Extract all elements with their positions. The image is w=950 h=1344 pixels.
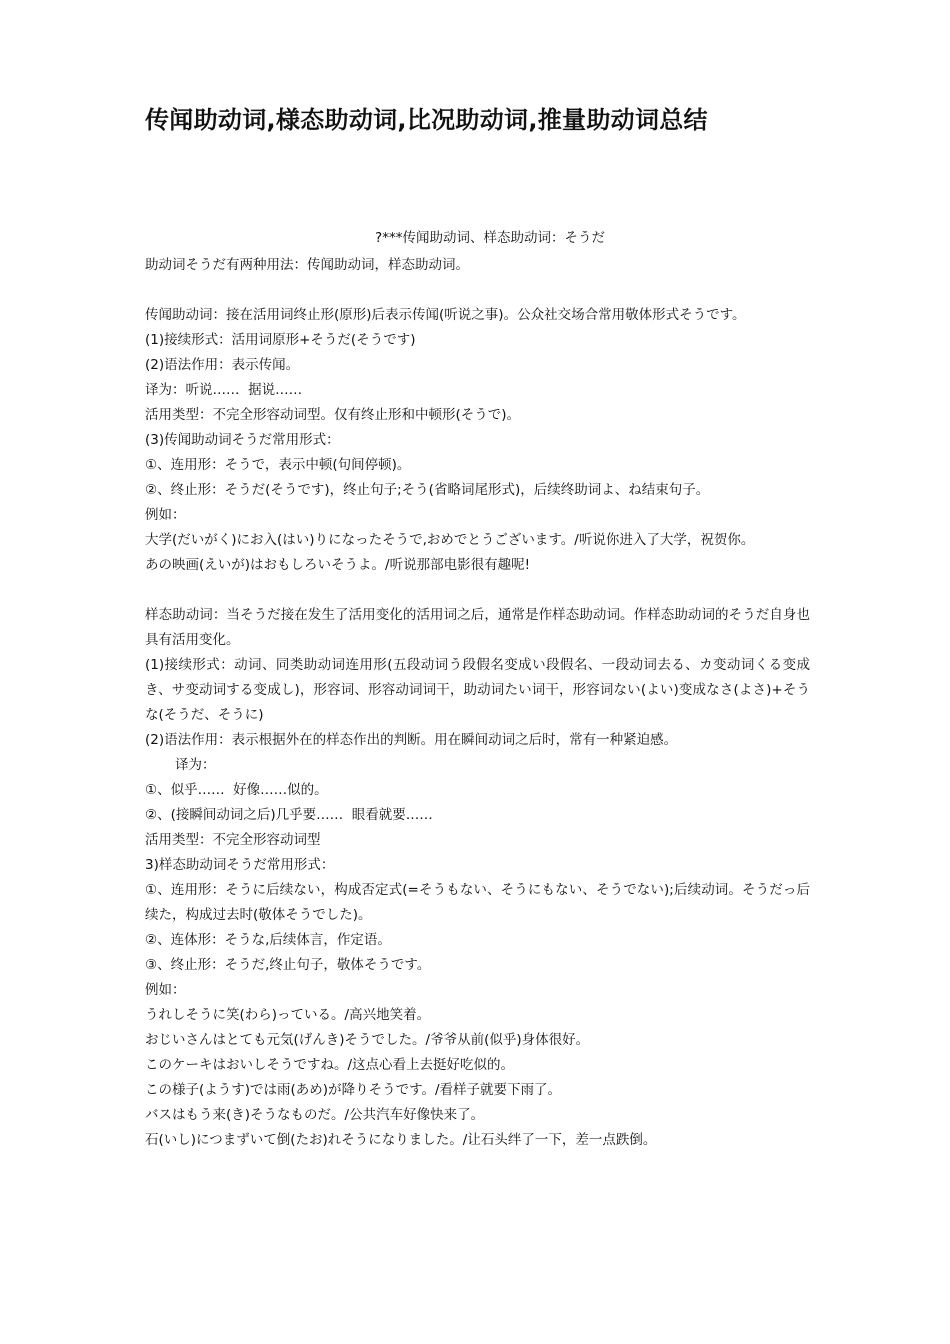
paragraph-line: 样态助动词：当そうだ接在发生了活用变化的活用词之后，通常是作样态助动词。作样态助动词的そうだ自身也具有活用变化。: [145, 607, 810, 648]
paragraph-line: 传闻助动词：接在活用词终止形(原形)后表示传闻(听说之事)。公众社交场合常用敬体形式そうです。: [145, 307, 746, 323]
paragraph-line: (1)接续形式：动词、同类助动词连用形(五段动词う段假名变成い段假名、一段动词去る、カ变动词くる变成き、サ变动词する变成し)，形容词、形容动词词干，助动词たい词干，形容词ない(よい)变成なさ(よさ)+そうな(そうだ、そうに): [145, 657, 810, 723]
paragraph-line: ②、(接瞬间动词之后)几乎要…… 眼看就要……: [145, 807, 433, 823]
section-heading: ?***传闻助动词、样态助动词：そうだ: [375, 230, 605, 246]
paragraph-line: (1)接续形式：活用词原形+そうだ(そうです): [145, 332, 416, 348]
blank-line: [145, 278, 810, 303]
blank-line: [145, 578, 810, 603]
paragraph-line: このケーキはおいしそうですね。/这点心看上去挺好吃似的。: [145, 1057, 515, 1073]
paragraph-line: ①、连用形：そうで，表示中顿(句间停顿)。: [145, 457, 411, 473]
paragraph-line: この様子(ようす)では雨(あめ)が降りそうです。/看样子就要下雨了。: [145, 1082, 562, 1098]
paragraph-line: 活用类型：不完全形容动词型。仅有终止形和中顿形(そうで)。: [145, 407, 521, 423]
paragraph-line: 3)样态助动词そうだ常用形式：: [145, 857, 335, 873]
document-title: 传闻助动词,様态助动词,比况助动词,推量助动词总结: [145, 106, 708, 134]
paragraph-line: 译为：: [175, 757, 216, 773]
paragraph-line: 例如：: [145, 507, 186, 523]
paragraph-line: 译为：听说…… 据说……: [145, 382, 303, 398]
paragraph-line: 助动词そうだ有两种用法：传闻助动词，样态助动词。: [145, 257, 469, 273]
paragraph-line: 大学(だいがく)にお入(はい)りになったそうで,おめでとうございます。/听说你进入了大学，祝贺你。: [145, 532, 755, 548]
paragraph-line: 活用类型：不完全形容动词型: [145, 832, 321, 848]
paragraph-line: (2)语法作用：表示传闻。: [145, 357, 300, 373]
paragraph-line: ②、终止形：そうだ(そうです)，终止句子;そう(省略词尾形式)，后续终助词よ、ね结束句子。: [145, 482, 710, 498]
paragraph-line: (3)传闻助动词そうだ常用形式：: [145, 432, 340, 448]
paragraph-line: ③、终止形：そうだ,终止句子，敬体そうです。: [145, 957, 431, 973]
paragraph-line: 石(いし)につまずいて倒(たお)れそうになりました。/让石头绊了一下，差一点跌倒。: [145, 1132, 657, 1148]
paragraph-line: 例如：: [145, 982, 186, 998]
paragraph-line: おじいさんはとても元気(げんき)そうでした。/爷爷从前(似乎)身体很好。: [145, 1032, 590, 1048]
paragraph-line: (2)语法作用：表示根据外在的样态作出的判断。用在瞬间动词之后时，常有一种紧迫感。: [145, 732, 678, 748]
paragraph-line: ①、似乎…… 好像……似的。: [145, 782, 328, 798]
paragraph-line: バスはもう来(き)そうなものだ。/公共汽车好像快来了。: [145, 1107, 485, 1123]
paragraph-line: ①、连用形：そうに后续ない，构成否定式(=そうもない、そうにもない、そうでない);后续动词。そうだっ后续た，构成过去时(敬体そうでした)。: [145, 882, 810, 923]
paragraph-line: ②、连体形：そうな,后续体言，作定语。: [145, 932, 391, 948]
document-body: [145, 253, 810, 1153]
paragraph-line: うれしそうに笑(わら)っている。/高兴地笑着。: [145, 1007, 431, 1023]
paragraph-line: あの映画(えいが)はおもしろいそうよ。/听说那部电影很有趣呢!: [145, 557, 530, 573]
